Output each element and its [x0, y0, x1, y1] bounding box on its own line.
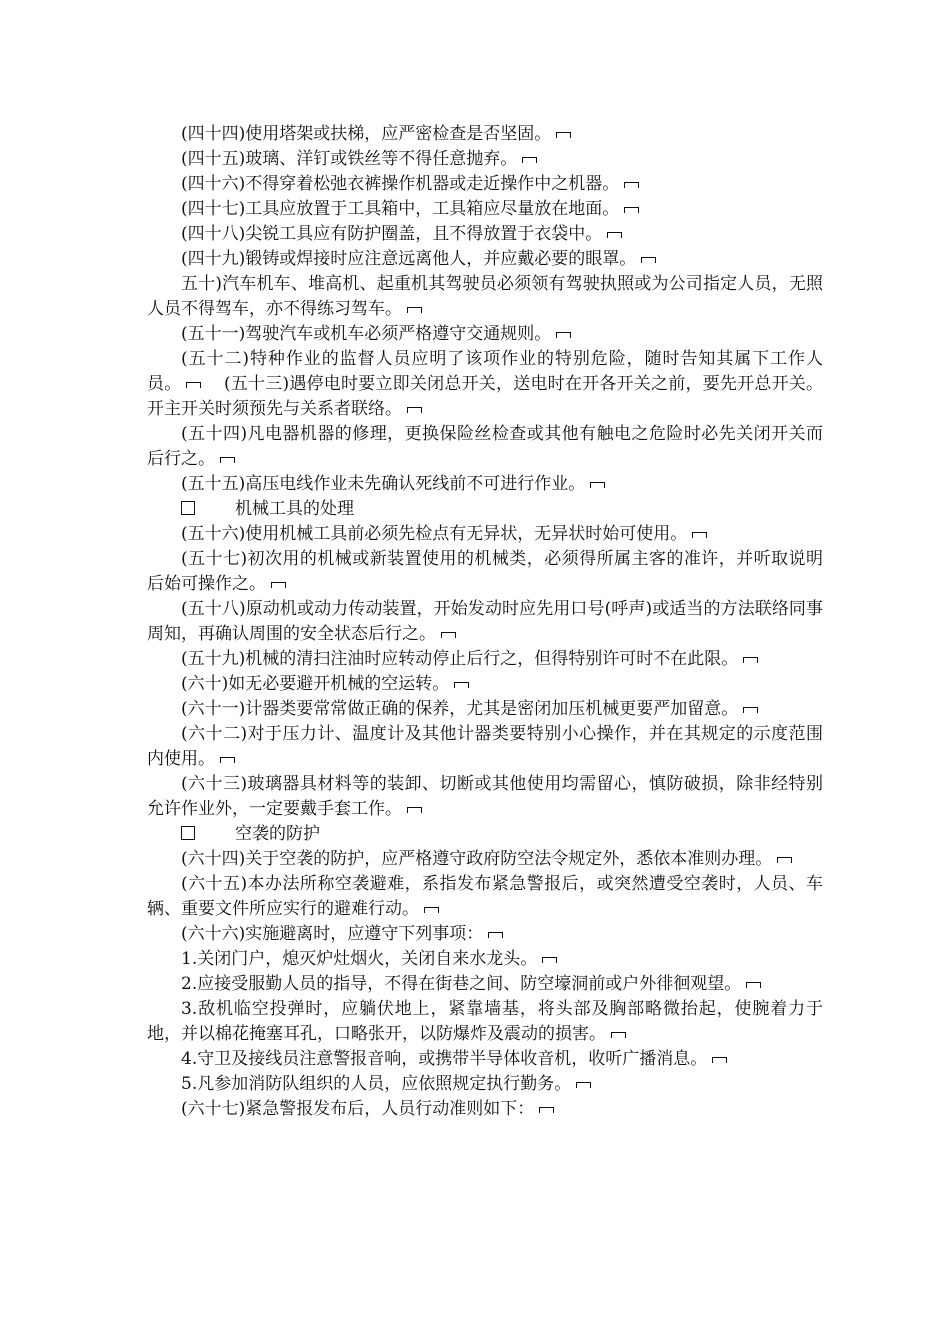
paragraph-63: (六十三)玻璃器具材料等的装卸、切断或其他使用均需留心，慎防破损，除非经特别允许作业外，一定要戴手套工作。	[147, 774, 823, 819]
checkbox-square-icon	[181, 501, 195, 515]
paragraph-end-mark-icon	[407, 307, 422, 313]
paragraph-end-mark-icon	[556, 332, 571, 338]
paragraph-end-mark-icon	[220, 757, 235, 763]
paragraph-47: (四十七)工具应放置于工具箱中，工具箱应尽量放在地面。	[147, 197, 823, 222]
paragraph-56: (五十六)使用机械工具前必须先检点有无异状，无异状时始可使用。	[147, 522, 823, 547]
paragraph-end-mark-icon	[746, 982, 761, 988]
paragraph-end-mark-icon	[743, 707, 758, 713]
paragraph-59: (五十九)机械的清扫注油时应转动停止后行之，但得特别许可时不在此限。	[147, 647, 823, 672]
paragraph-end-mark-icon	[542, 957, 557, 963]
list-item-3: 3.敌机临空投弹时，应躺伏地上，紧靠墙基，将头部及胸部略微抬起，使腕着力于地，并以棉花掩塞耳孔，口略张开，以防爆炸及震动的损害。	[147, 999, 823, 1044]
paragraph-54: (五十四)凡电器机器的修理，更换保险丝检查或其他有触电之危险时必先关闭开关而后行之。	[147, 424, 823, 469]
paragraph-end-mark-icon	[271, 582, 286, 588]
paragraph-67: (六十七)紧急警报发布后，人员行动准则如下：	[147, 1097, 823, 1122]
paragraph-end-mark-icon	[186, 382, 201, 388]
paragraph-62: (六十二)对于压力计、温度计及其他计器类要特别小心操作，并在其规定的示度范围内使用。	[147, 724, 823, 769]
paragraph-51: (五十一)驾驶汽车或机车必须严格遵守交通规则。	[147, 322, 823, 347]
list-item-5: 5.凡参加消防队组织的人员，应依照规定执行勤务。	[147, 1072, 823, 1097]
paragraph-end-mark-icon	[743, 657, 758, 663]
paragraph-end-mark-icon	[777, 857, 792, 863]
document-body	[147, 122, 823, 1122]
paragraph-end-mark-icon	[424, 907, 439, 913]
paragraph-end-mark-icon	[539, 1107, 554, 1113]
paragraph-55: (五十五)高压电线作业未先确认死线前不可进行作业。	[147, 472, 823, 497]
paragraph-57: (五十七)初次用的机械或新装置使用的机械类，必须得所属主客的准许，并听取说明后始可操作之。	[147, 549, 823, 594]
paragraph-65: (六十五)本办法所称空袭避难，系指发布紧急警报后，或突然遭受空袭时，人员、车辆、重要文件所应实行的避难行动。	[147, 874, 823, 919]
paragraph-end-mark-icon	[522, 157, 537, 163]
paragraph-end-mark-icon	[576, 1082, 591, 1088]
paragraph-49: (四十九)锻铸或焊接时应注意远离他人，并应戴必要的眼罩。	[147, 247, 823, 272]
paragraph-end-mark-icon	[407, 807, 422, 813]
paragraph-end-mark-icon	[454, 682, 469, 688]
paragraph-58: (五十八)原动机或动力传动装置，开始发动时应先用口号(呼声)或适当的方法联络同事周知，再确认周围的安全状态后行之。	[147, 599, 823, 644]
list-item-4: 4.守卫及接线员注意警报音响，或携带半导体收音机，收听广播消息。	[147, 1047, 823, 1072]
list-item-2: 2.应接受服勤人员的指导，不得在街巷之间、防空壕洞前或户外徘徊观望。	[147, 972, 823, 997]
paragraph-end-mark-icon	[556, 132, 571, 138]
paragraph-end-mark-icon	[692, 532, 707, 538]
paragraph-52-53: (五十二)特种作业的监督人员应明了该项作业的特别危险，随时告知其属下工作人员。 (五十三)遇停电时要立即关闭总开关，送电时在开各开关之前，要先开总开关。开主开关时须预先与关系者联络。	[147, 349, 824, 419]
section-heading-air-raid: 空袭的防护	[147, 822, 823, 847]
paragraph-end-mark-icon	[590, 482, 605, 488]
paragraph-46: (四十六)不得穿着松弛衣裤操作机器或走近操作中之机器。	[147, 172, 823, 197]
paragraph-66: (六十六)实施避离时，应遵守下列事项：	[147, 922, 823, 947]
paragraph-end-mark-icon	[641, 257, 656, 263]
paragraph-end-mark-icon	[441, 632, 456, 638]
section-heading-machinery: 机械工具的处理	[147, 497, 823, 522]
paragraph-45: (四十五)玻璃、洋钉或铁丝等不得任意抛弃。	[147, 147, 823, 172]
paragraph-44: (四十四)使用塔架或扶梯，应严密检查是否坚固。	[147, 122, 823, 147]
checkbox-square-icon	[181, 826, 195, 840]
paragraph-end-mark-icon	[488, 932, 503, 938]
paragraph-61: (六十一)计器类要常常做正确的保养，尤其是密闭加压机械更要严加留意。	[147, 697, 823, 722]
paragraph-end-mark-icon	[220, 457, 235, 463]
paragraph-60: (六十)如无必要避开机械的空运转。	[147, 672, 823, 697]
paragraph-end-mark-icon	[607, 232, 622, 238]
paragraph-end-mark-icon	[611, 1032, 626, 1038]
paragraph-end-mark-icon	[712, 1057, 727, 1063]
paragraph-50: 五十)汽车机车、堆高机、起重机其驾驶员必须领有驾驶执照或为公司指定人员，无照人员不得驾车，亦不得练习驾车。	[147, 274, 823, 319]
list-item-1: 1.关闭门户，熄灭炉灶烟火，关闭自来水龙头。	[147, 947, 823, 972]
paragraph-end-mark-icon	[624, 182, 639, 188]
paragraph-end-mark-icon	[407, 407, 422, 413]
paragraph-64: (六十四)关于空袭的防护，应严格遵守政府防空法令规定外，悉依本准则办理。	[147, 847, 823, 872]
paragraph-end-mark-icon	[624, 207, 639, 213]
paragraph-48: (四十八)尖锐工具应有防护圈盖，且不得放置于衣袋中。	[147, 222, 823, 247]
